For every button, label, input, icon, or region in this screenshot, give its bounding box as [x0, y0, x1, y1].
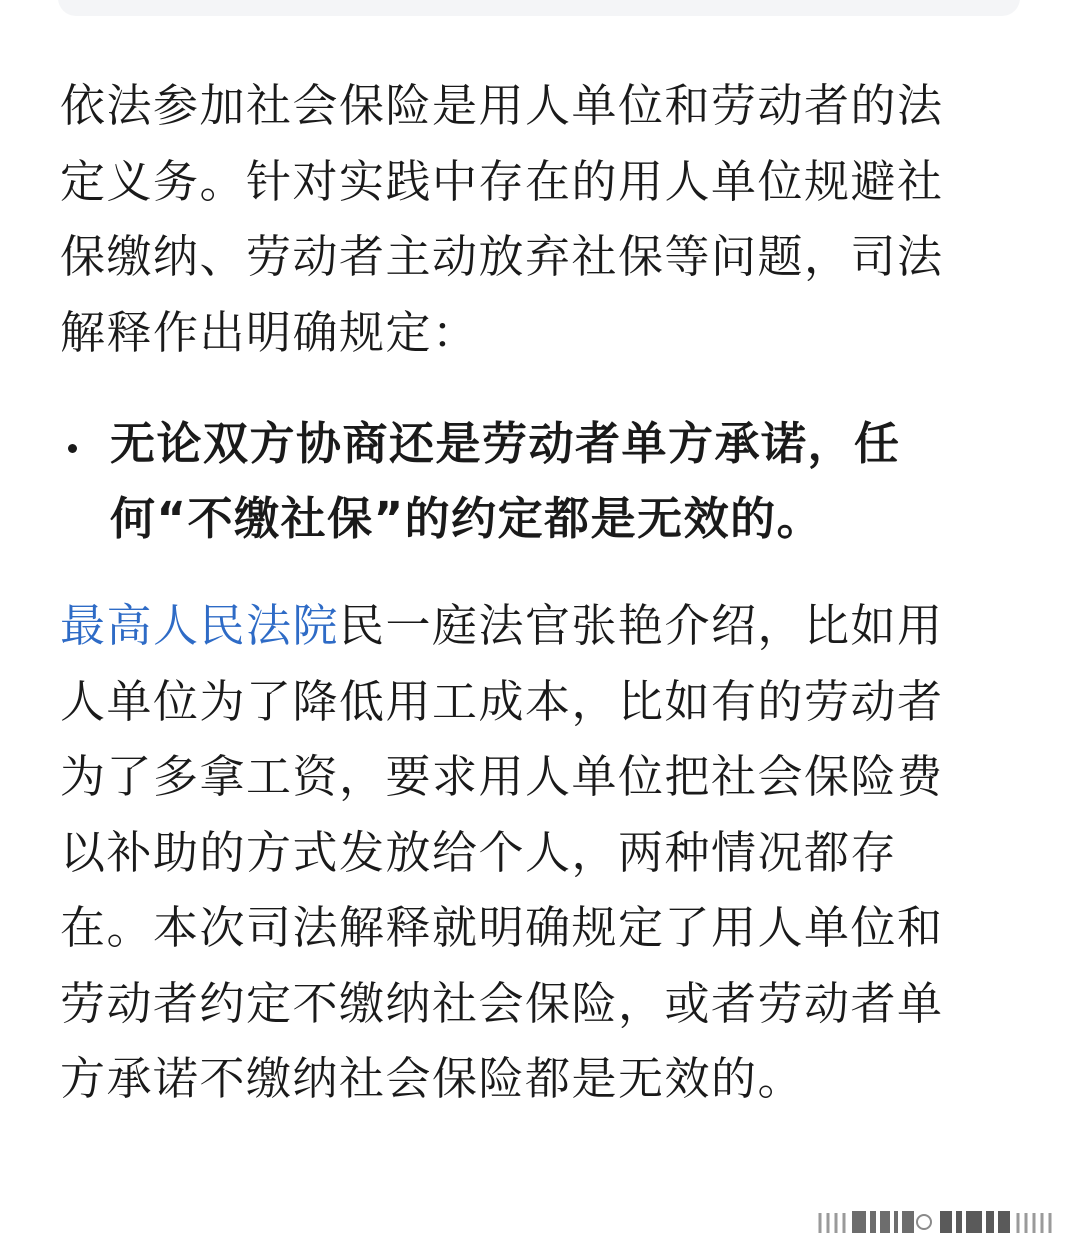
top-card — [58, 0, 1020, 16]
paragraph-intro: 依法参加社会保险是用人单位和劳动者的法定义务。针对实践中存在的用人单位规避社保缴纳、劳动者主动放弃社保等问题，司法解释作出明确规定： — [60, 79, 944, 359]
bullet-text: 无论双方协商还是劳动者单方承诺，任何“不缴社保”的约定都是无效的。 — [110, 417, 901, 545]
barcode-watermark-icon — [816, 1207, 1056, 1237]
article-body — [60, 68, 975, 1117]
bullet-list — [60, 406, 975, 556]
bullet-item — [60, 406, 975, 556]
supreme-court-link[interactable]: 最高人民法院 — [60, 599, 340, 652]
paragraph-detail — [60, 588, 975, 1117]
bullet-dot-icon — [68, 444, 77, 453]
paragraph-detail-text: 民一庭法官张艳介绍，比如用人单位为了降低用工成本，比如有的劳动者为了多拿工资，要求用人单位把社会保险费以补助的方式发放给个人，两种情况都存在。本次司法解释就明确规定了用人单位和劳动者约定不缴纳社会保险，或者劳动者单方承诺不缴纳社会保险都是无效的。 — [60, 599, 944, 1105]
